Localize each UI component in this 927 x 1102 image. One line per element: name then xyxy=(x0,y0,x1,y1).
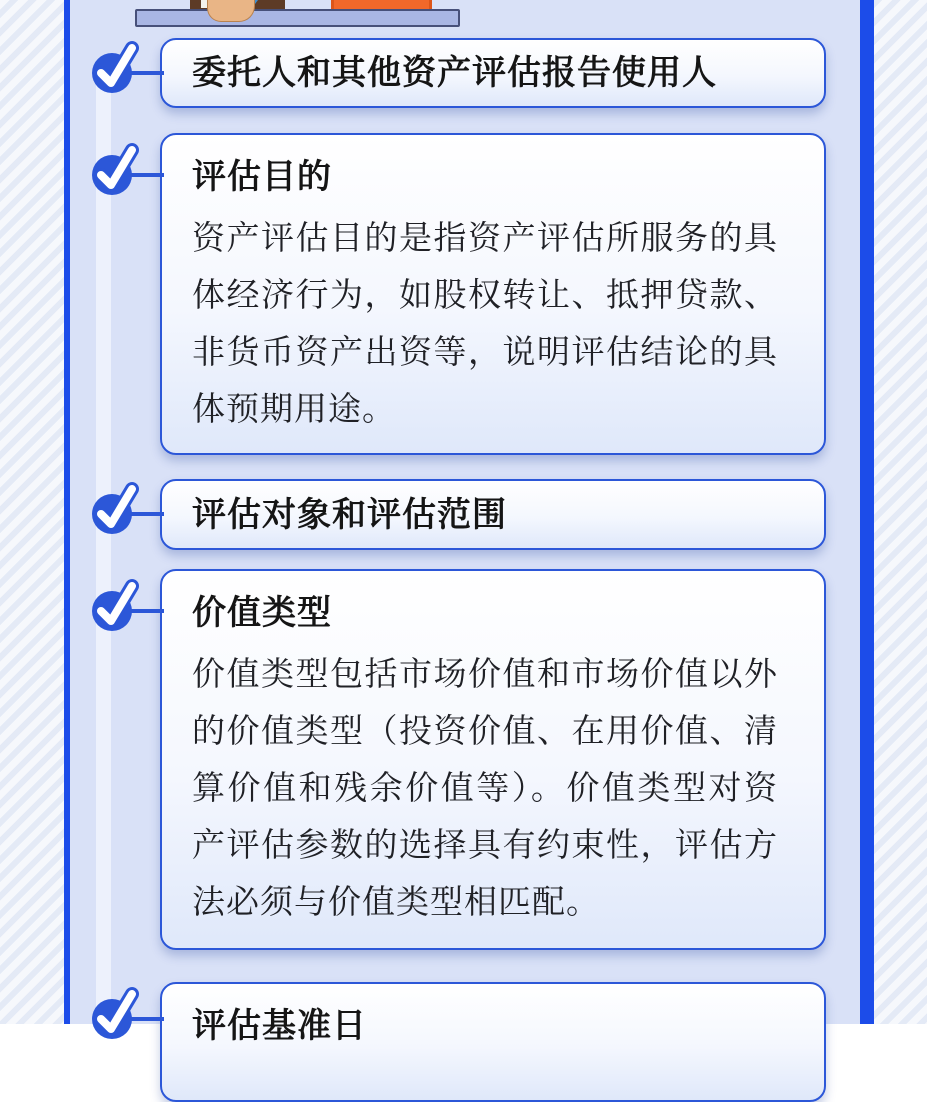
card-title: 委托人和其他资产评估报告使用人 xyxy=(192,54,717,92)
check-badge-icon xyxy=(88,481,140,535)
frame-bar-left xyxy=(64,0,70,1024)
person-hand xyxy=(207,0,255,22)
card-title: 评估目的 xyxy=(192,158,332,196)
check-badge-icon xyxy=(88,578,140,632)
desk-scene-illustration xyxy=(0,0,927,30)
card-body: 资产评估目的是指资产评估所服务的具体经济行为，如股权转让、抵押贷款、非货币资产出资等，说明评估结论的具体预期用途。 xyxy=(192,219,778,427)
timeline-track xyxy=(96,56,111,1024)
check-badge-icon xyxy=(88,986,140,1040)
checklist-card xyxy=(160,479,826,550)
check-badge-icon xyxy=(88,142,140,196)
check-badge-icon xyxy=(88,40,140,94)
checklist-card xyxy=(160,38,826,108)
illustration-desk xyxy=(135,9,460,27)
card-title: 评估基准日 xyxy=(192,1007,367,1045)
checklist-card xyxy=(160,982,826,1102)
checklist-card xyxy=(160,569,826,950)
card-title: 评估对象和评估范围 xyxy=(192,495,507,534)
card-title: 价值类型 xyxy=(192,594,332,632)
frame-bar-right xyxy=(860,0,874,1024)
card-body: 价值类型包括市场价值和市场价值以外的价值类型（投资价值、在用价值、清算价值和残余价值等）。价值类型对资产评估参数的选择具有约束性，评估方法必须与价值类型相匹配。 xyxy=(192,655,778,920)
checklist-card xyxy=(160,133,826,455)
